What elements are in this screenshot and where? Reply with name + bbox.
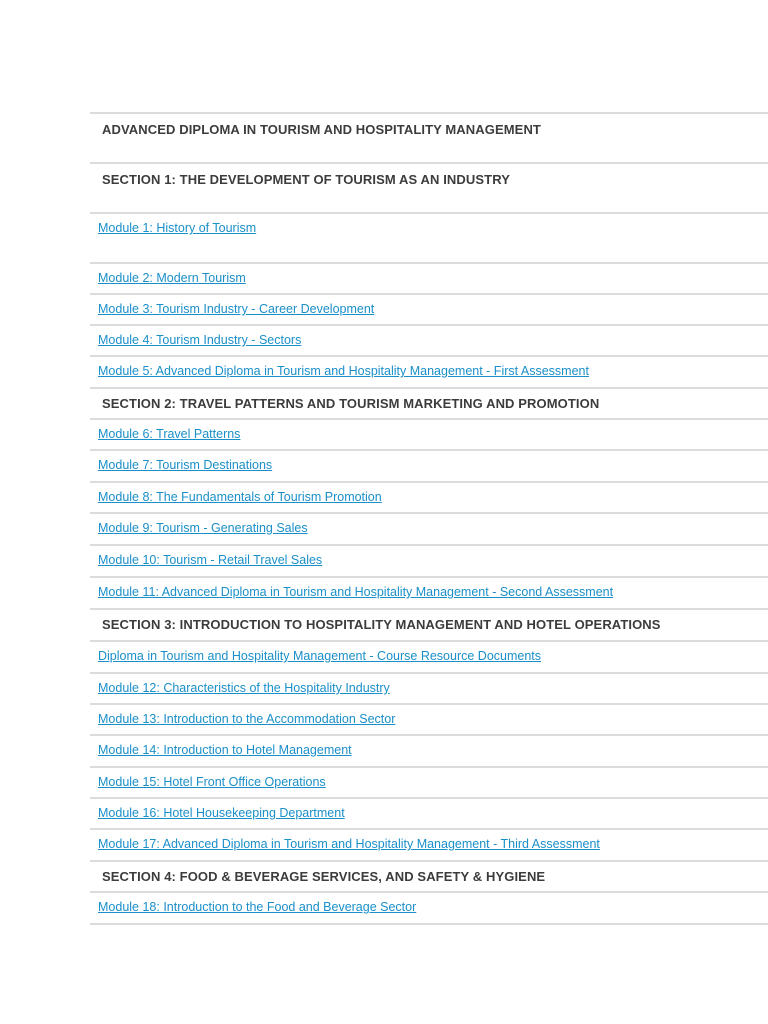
section-heading-row — [90, 610, 768, 642]
module-row — [90, 578, 768, 610]
course-title: ADVANCED DIPLOMA IN TOURISM AND HOSPITALITY MANAGEMENT — [102, 122, 541, 137]
module-14-link[interactable]: Module 14: Introduction to Hotel Management — [98, 743, 352, 757]
module-17-link[interactable]: Module 17: Advanced Diploma in Tourism and Hospitality Management - Third Assessment — [98, 837, 600, 851]
module-row — [90, 326, 768, 357]
course-title-row — [90, 114, 768, 164]
module-row — [90, 214, 768, 264]
section-1-heading: SECTION 1: THE DEVELOPMENT OF TOURISM AS AN INDUSTRY — [102, 172, 510, 187]
module-15-link[interactable]: Module 15: Hotel Front Office Operations — [98, 775, 326, 789]
section-heading-row — [90, 389, 768, 420]
module-1-link[interactable]: Module 1: History of Tourism — [98, 221, 257, 235]
course-resources-link[interactable]: Diploma in Tourism and Hospitality Management - Course Resource Documents — [98, 649, 542, 663]
module-row — [90, 893, 768, 925]
section-heading-row — [90, 164, 768, 214]
module-2-link[interactable]: Module 2: Modern Tourism — [98, 271, 246, 285]
module-9-link[interactable]: Module 9: Tourism - Generating Sales — [98, 521, 308, 535]
module-row — [90, 420, 768, 451]
module-row — [90, 674, 768, 705]
module-5-link[interactable]: Module 5: Advanced Diploma in Tourism and Hospitality Management - First Assessment — [98, 364, 589, 378]
module-row — [90, 642, 768, 674]
module-6-link[interactable]: Module 6: Travel Patterns — [98, 427, 241, 441]
module-row — [90, 736, 768, 768]
module-18-link[interactable]: Module 18: Introduction to the Food and Beverage Sector — [98, 900, 417, 914]
module-16-link[interactable]: Module 16: Hotel Housekeeping Department — [98, 806, 345, 820]
module-row — [90, 514, 768, 546]
module-row — [90, 483, 768, 514]
module-row — [90, 830, 768, 862]
module-7-link[interactable]: Module 7: Tourism Destinations — [98, 458, 273, 472]
module-row — [90, 295, 768, 326]
module-11-link[interactable]: Module 11: Advanced Diploma in Tourism and Hospitality Management - Second Assessment — [98, 585, 614, 599]
course-outline-table — [90, 112, 768, 925]
module-row — [90, 546, 768, 578]
module-4-link[interactable]: Module 4: Tourism Industry - Sectors — [98, 333, 302, 347]
module-row — [90, 768, 768, 799]
module-3-link[interactable]: Module 3: Tourism Industry - Career Development — [98, 302, 375, 316]
module-8-link[interactable]: Module 8: The Fundamentals of Tourism Promotion — [98, 490, 382, 504]
section-4-heading: SECTION 4: FOOD & BEVERAGE SERVICES, AND SAFETY & HYGIENE — [102, 869, 546, 884]
module-row — [90, 264, 768, 295]
module-12-link[interactable]: Module 12: Characteristics of the Hospitality Industry — [98, 681, 390, 695]
module-10-link[interactable]: Module 10: Tourism - Retail Travel Sales — [98, 553, 323, 567]
module-row — [90, 451, 768, 483]
module-row — [90, 799, 768, 830]
section-heading-row — [90, 862, 768, 893]
module-row — [90, 357, 768, 389]
section-2-heading: SECTION 2: TRAVEL PATTERNS AND TOURISM MARKETING AND PROMOTION — [102, 396, 600, 411]
module-13-link[interactable]: Module 13: Introduction to the Accommodation Sector — [98, 712, 396, 726]
module-row — [90, 705, 768, 736]
section-3-heading: SECTION 3: INTRODUCTION TO HOSPITALITY MANAGEMENT AND HOTEL OPERATIONS — [102, 617, 661, 632]
